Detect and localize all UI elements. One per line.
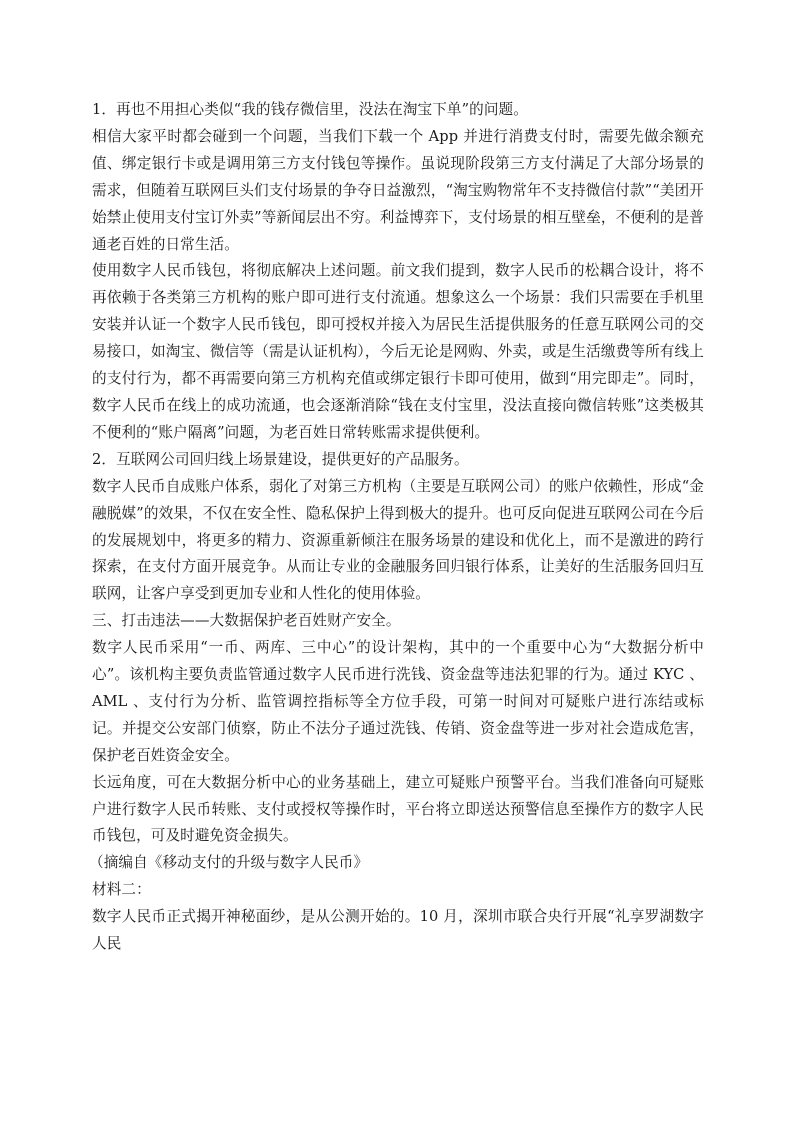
paragraph-warning-platform: 长远角度，可在大数据分析中心的业务基础上，建立可疑账户预警平台。当我们准备向可疑账户进行数字人民币转账、支付或授权等操作时，平台将立即送达预警信息至操作方的数字人民币钱包，可及时避免资金损失。 <box>92 773 704 845</box>
paragraph-big-data-center: 数字人民币采用“一币、两库、三中心”的设计架构，其中的一个重要中心为“大数据分析中心”。该机构主要负责监管通过数字人民币进行洗钱、资金盘等违法犯罪的行为。通过 KYC 、AML 、支付行为分析、监管调控指标等全方位手段，可第一时间对可疑账户进行冻结或标记。并提交公安部门侦察，防止不法分子通过洗钱、传销、资金盘等进一步对社会造成危害，保护老百姓资金安全。 <box>92 639 704 764</box>
paragraph-account-system: 数字人民币自成账户体系，弱化了对第三方机构（主要是互联网公司）的账户依赖性，形成“金融脱媒”的效果，不仅在安全性、隐私保护上得到极大的提升。也可反向促进互联网公司在今后的发展规划中，将更多的精力、资源重新倾注在服务场景的建设和优化上，而不是激进的跨行探索，在支付方面开展竞争。从而让专业的金融服务回归银行体系，让美好的生活服务回归互联网，让客户享受到更加专业和人性化的使用体验。 <box>92 477 704 603</box>
section-heading-3: 三、打击违法——大数据保护老百姓财产安全。 <box>92 612 401 630</box>
paragraph-digital-wallet: 使用数字人民币钱包，将彻底解决上述问题。前文我们提到，数字人民币的松耦合设计，将不再依赖于各类第三方机构的账户即可进行支付流通。想象这么一个场景：我们只需要在手机里安装并认证一个数字人民币钱包，即可授权并接入为居民生活提供服务的任意互联网公司的交易接口，如淘宝、微信等（需是认证机构），今后无论是网购、外卖，或是生活缴费等所有线上的支付行为，都不再需要向第三方机构充值或绑定银行卡即可使用，做到“用完即走”。同时，数字人民币在线上的成功流通，也会逐渐消除“钱在支付宝里，没法直接向微信转账”这类极其不便利的“账户隔离”问题，为老百姓日常转账需求提供便利。 <box>92 262 704 441</box>
source-citation: （摘编自《移动支付的升级与数字人民币》 <box>89 854 369 872</box>
paragraph-payment-barriers: 相信大家平时都会碰到一个问题，当我们下载一个 App 并进行消费支付时，需要先做余额充值、绑定银行卡或是调用第三方支付钱包等操作。虽说现阶段第三方支付满足了大部分场景的需求，但随着互联网巨头们支付场景的争夺日益激烈，“淘宝购物常年不支持微信付款”“美团开始禁止使用支付宝订外卖”等新闻层出不穷。利益博弈下，支付场景的相互壁垒，不便利的是普通老百姓的日常生活。 <box>92 127 704 253</box>
section-heading-2: 2．互联网公司回归线上场景建设，提供更好的产品服务。 <box>92 450 469 468</box>
document-body <box>89 97 704 958</box>
paragraph-public-testing: 数字人民币正式揭开神秘面纱，是从公测开始的。10 月，深圳市联合央行开展“礼享罗湖数字人民 <box>92 908 704 953</box>
section-heading-1: 1．再也不用担心类似“我的钱存微信里，没法在淘宝下单”的问题。 <box>92 101 528 118</box>
material-two-heading: 材料二： <box>92 881 151 899</box>
